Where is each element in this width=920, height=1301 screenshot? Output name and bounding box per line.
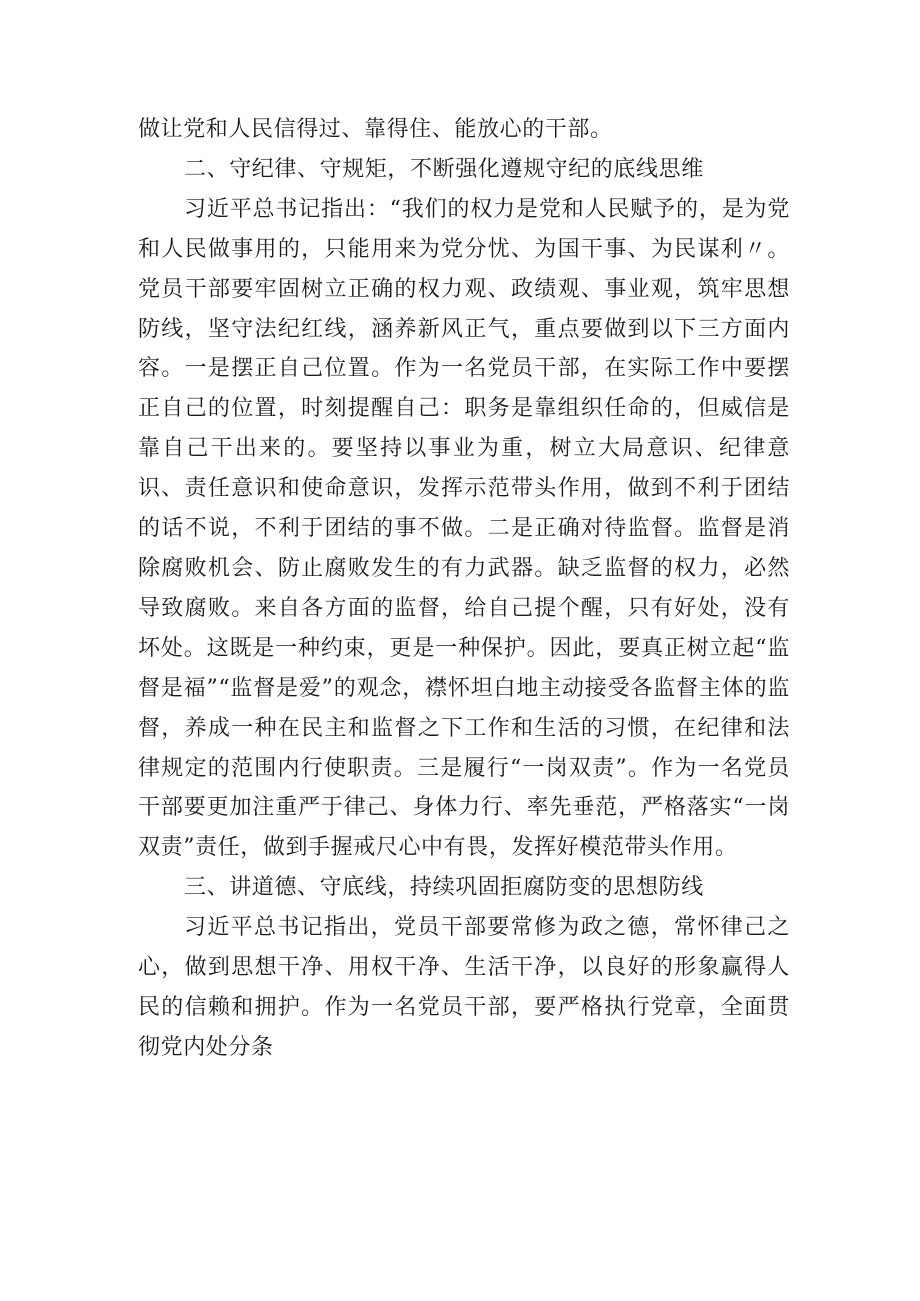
- document-body: [138, 110, 790, 1068]
- section-heading-two: 二、守纪律、守规矩，不断强化遵规守纪的底线思维: [184, 156, 704, 182]
- section-heading-three: 三、讲道德、守底线，持续巩固拒腐防变的思想防线: [184, 875, 704, 901]
- paragraph-section-two-body: 习近平总书记指出：“我们的权力是党和人民赋予的，是为党和人民做事用的，只能用来为党分忧、为国干事、为民谋利〃。党员干部要牢固树立正确的权力观、政绩观、事业观，筑牢思想防线，坚守法纪红线，涵养新风正气，重点要做到以下三方面内容。一是摆正自己位置。作为一名党员干部，在实际工作中要摆正自己的位置，时刻提醒自己：职务是靠组织任命的，但威信是靠自己干出来的。要坚持以事业为重，树立大局意识、纪律意识、责任意识和使命意识，发挥示范带头作用，做到不利于团结的话不说，不利于团结的事不做。二是正确对待监督。监督是消除腐败机会、防止腐败发生的有力武器。缺乏监督的权力，必然导致腐败。来自各方面的监督，给自己提个醒，只有好处，没有坏处。这既是一种约束，更是一种保护。因此，要真正树立起“监督是福”“监督是爱”的观念，襟怀坦白地主动接受各监督主体的监督，养成一种在民主和监督之下工作和生活的习惯，在纪律和法律规定的范围内行使职责。三是履行“一岗双责”。作为一名党员干部要更加注重严于律己、身体力行、率先垂范，严格落实“一岗双责”责任，做到手握戒尺心中有畏，发挥好模范带头作用。: [138, 196, 790, 861]
- paragraph-continuation: 做让党和人民信得过、靠得住、能放心的干部。: [138, 117, 613, 142]
- paragraph-section-three-body: 习近平总书记指出，党员干部要常修为政之德，常怀律己之心，做到思想干净、用权干净、生活干净，以良好的形象赢得人民的信赖和拥护。作为一名党员干部，要严格执行党章，全面贯彻党内处分条: [138, 915, 790, 1060]
